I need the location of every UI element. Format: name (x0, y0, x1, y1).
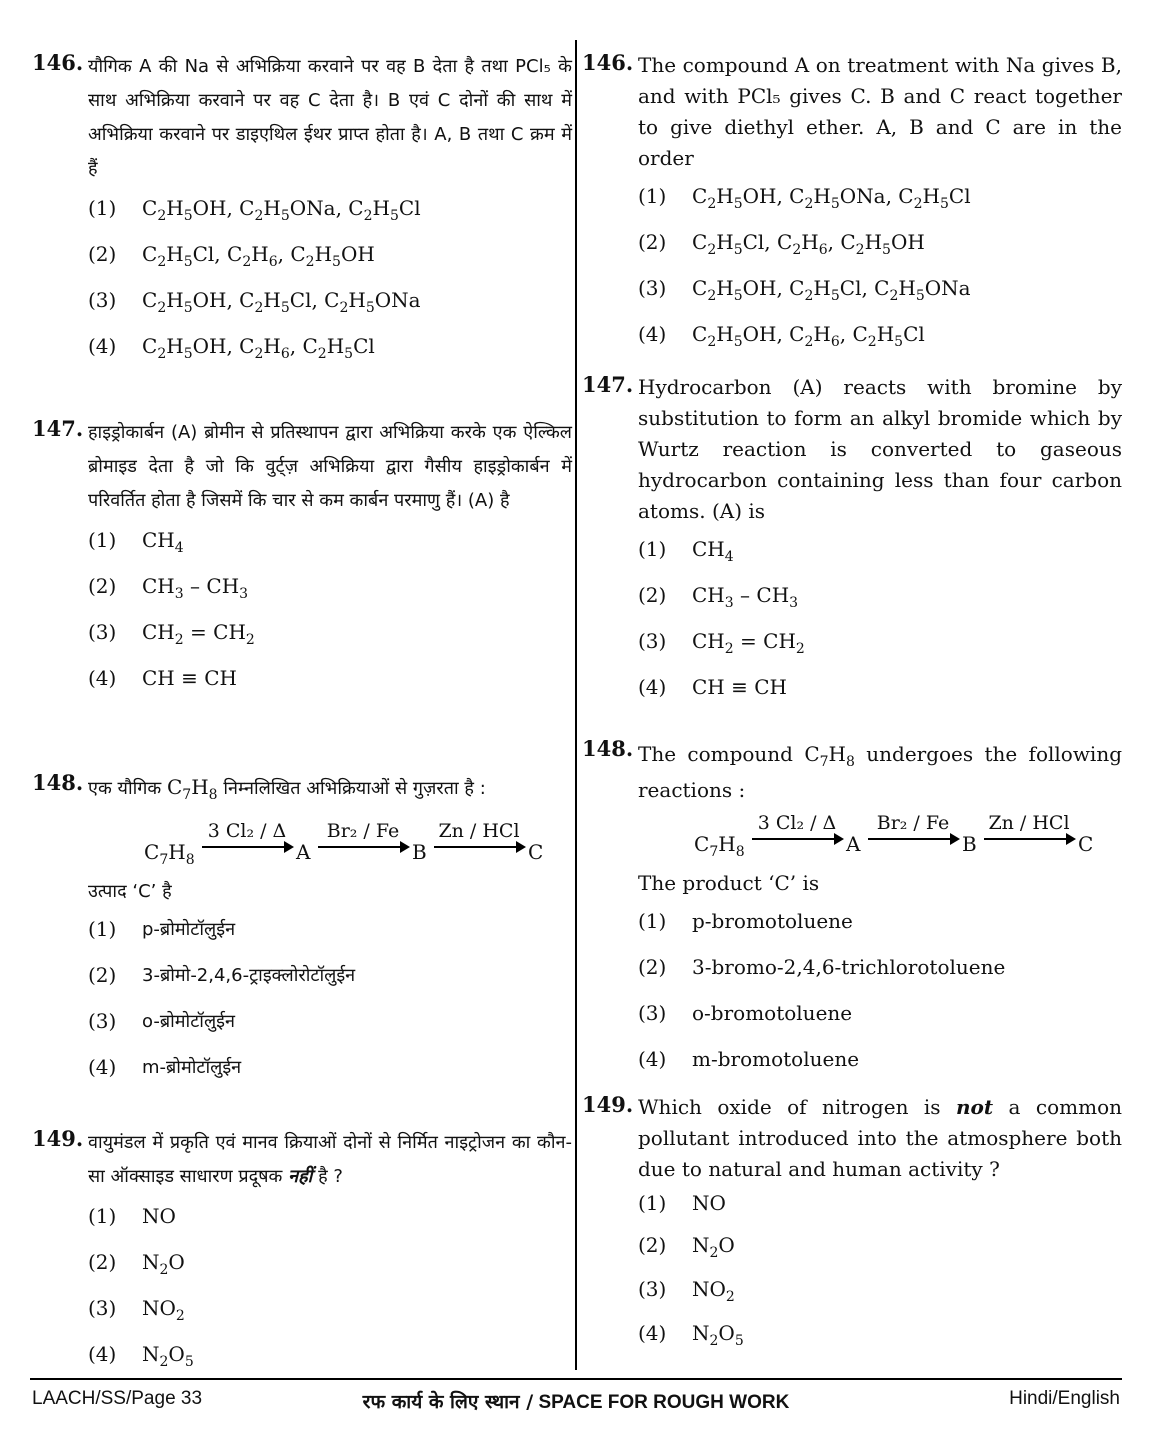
question-148-english (582, 736, 1122, 1093)
option-3: (3) $NO_2$ (638, 1277, 735, 1305)
option-1: (1) $C_2H_5OH$, $C_2H_5ONa$, $C_2H_5Cl$ (88, 196, 421, 224)
options (638, 909, 1122, 1093)
option-4: (4) CH ≡ CH (638, 675, 787, 699)
options (638, 184, 1122, 368)
option-3: (3) $CH_2 = CH_2$ (638, 629, 805, 657)
option-2: (2) 3-ब्रोमो-2,4,6-ट्राइक्लोरोटॉलुईन (88, 963, 356, 987)
question-149-english (582, 1092, 1122, 1365)
question-147-english (582, 372, 1122, 721)
options (638, 1191, 1122, 1365)
question-text: Hydrocarbon (A) reacts with bromine by substitution to form an alkyl bromide which by Wurtz reaction is converted to gaseous hydrocarbon containing less than four carbon atoms. (A) is (638, 375, 1122, 523)
option-4: (4) $N_2O_5$ (88, 1342, 194, 1370)
options (88, 196, 572, 380)
product-text: The product ‘C’ is (638, 871, 820, 895)
option-4: (4) $C_2H_5OH$, $C_2H_6$, $C_2H_5Cl$ (88, 334, 375, 362)
option-2: (2) $C_2H_5Cl$, $C_2H_6$, $C_2H_5OH$ (638, 230, 925, 258)
options (88, 528, 572, 712)
options (88, 917, 572, 1101)
option-3: (3) $C_2H_5OH$, $C_2H_5Cl$, $C_2H_5ONa$ (638, 276, 971, 304)
option-1: (1) $CH_4$ (88, 528, 184, 556)
question-text: Which oxide of nitrogen is not a common pollutant introduced into the atmosphere both due to natural and human activity ? (638, 1095, 1122, 1181)
option-3: (3) $NO_2$ (88, 1296, 185, 1324)
product-text: उत्पाद ‘C’ है (88, 881, 172, 902)
options (638, 537, 1122, 721)
option-2: (2) 3-bromo-2,4,6-trichlorotoluene (638, 955, 1006, 979)
option-4: (4) CH ≡ CH (88, 666, 237, 690)
option-1: (1) NO (88, 1204, 176, 1228)
question-text: The compound $C_7H_8$ undergoes the following reactions : (638, 742, 1123, 802)
question-147-hindi (32, 416, 572, 712)
question-text: वायुमंडल में प्रकृति एवं मानव क्रियाओं दोनों से निर्मित नाइट्रोजन का कौन-सा ऑक्साइड साधारण प्रदूषक नहीं है ? (88, 1132, 572, 1187)
option-2: (2) $N_2O$ (638, 1233, 735, 1261)
option-4: (4) $C_2H_5OH$, $C_2H_6$, $C_2H_5Cl$ (638, 322, 925, 350)
option-3: (3) $CH_2 = CH_2$ (88, 620, 255, 648)
option-3: (3) $C_2H_5OH$, $C_2H_5Cl$, $C_2H_5ONa$ (88, 288, 421, 316)
reaction-scheme: $C_7H_8$ 3 Cl₂ / Δ A Br₂ / Fe B Zn / HCl C (694, 812, 1094, 860)
options (88, 1204, 572, 1388)
question-149-hindi (32, 1126, 572, 1388)
question-number: 146. (32, 50, 84, 75)
option-2: (2) $CH_3 - CH_3$ (638, 583, 799, 611)
question-number: 147. (582, 372, 634, 397)
page-code: LAACH/SS/Page 33 (32, 1388, 203, 1409)
language-label: Hindi/English (1009, 1388, 1120, 1409)
question-number: 148. (32, 770, 84, 795)
question-number: 147. (32, 416, 84, 441)
question-146-english (582, 50, 1122, 368)
rough-work-label: रफ कार्य के लिए स्थान / SPACE FOR ROUGH WORK (362, 1391, 790, 1413)
reaction-scheme: $C_7H_8$ 3 Cl₂ / Δ A Br₂ / Fe B Zn / HCl C (144, 820, 544, 868)
question-number: 148. (582, 736, 634, 761)
column-divider (575, 40, 577, 1370)
option-2: (2) $CH_3 - CH_3$ (88, 574, 249, 602)
question-number: 149. (582, 1092, 634, 1117)
question-number: 146. (582, 50, 634, 75)
option-3: (3) o-bromotoluene (638, 1001, 853, 1025)
option-1: (1) $CH_4$ (638, 537, 734, 565)
question-148-hindi (32, 770, 572, 1101)
question-text: हाइड्रोकार्बन (A) ब्रोमीन से प्रतिस्थापन द्वारा अभिक्रिया करके एक ऐल्किल ब्रोमाइड देता है जो कि वुर्ट्ज़ अभिक्रिया द्वारा गैसीय हाइड्रोकार्बन में परिवर्तित होता है जिसमें कि चार से कम कार्बन परमाणु हैं। (A) है (88, 422, 572, 511)
option-4: (4) m-bromotoluene (638, 1047, 860, 1071)
footer-rule (30, 1378, 1122, 1380)
option-1: (1) p-bromotoluene (638, 909, 853, 933)
question-text: The compound A on treatment with Na gives B, and with PCl₅ gives C. B and C react together to give diethyl ether. A, B and C are in the order (638, 53, 1122, 170)
option-4: (4) m-ब्रोमोटॉलुईन (88, 1055, 242, 1079)
option-2: (2) $C_2H_5Cl$, $C_2H_6$, $C_2H_5OH$ (88, 242, 375, 270)
option-3: (3) o-ब्रोमोटॉलुईन (88, 1009, 235, 1033)
question-number: 149. (32, 1126, 84, 1151)
option-1: (1) NO (638, 1191, 726, 1215)
question-146-hindi (32, 50, 572, 380)
option-1: (1) $C_2H_5OH$, $C_2H_5ONa$, $C_2H_5Cl$ (638, 184, 971, 212)
option-1: (1) p-ब्रोमोटॉलुईन (88, 917, 236, 941)
option-2: (2) $N_2O$ (88, 1250, 185, 1278)
question-text: एक यौगिक $C_7H_8$ निम्नलिखित अभिक्रियाओं से गुज़रता है : (88, 775, 486, 803)
question-text: यौगिक A की Na से अभिक्रिया करवाने पर वह B देता है तथा PCl₅ के साथ अभिक्रिया करवाने पर वह C देता है। B एवं C दोनों की साथ में अभिक्रिया करवाने पर डाइएथिल ईथर प्राप्त होता है। A, B तथा C क्रम में हैं (88, 56, 572, 179)
option-4: (4) $N_2O_5$ (638, 1321, 744, 1349)
